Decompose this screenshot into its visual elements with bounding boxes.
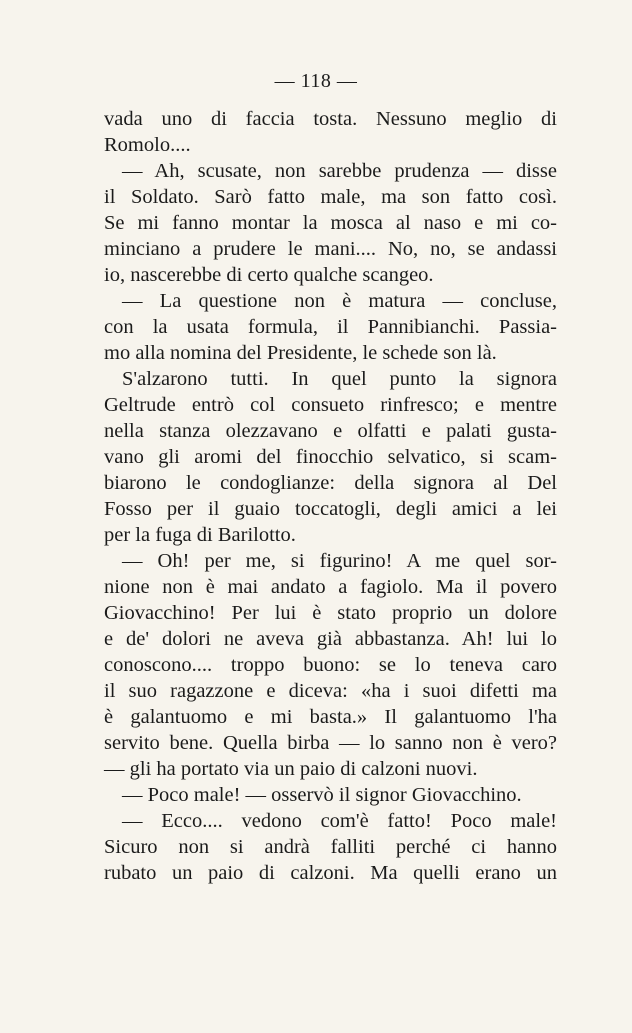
page-number: — 118 — [274,70,358,92]
text-line: — La questione non è matura — concluse, [122,290,557,312]
text-line: vano gli aromi del finocchio selvatico, si scam- [104,446,557,468]
text-line: Giovacchino! Per lui è stato proprio un dolore [104,602,557,624]
text-line: Romolo.... [104,134,191,156]
text-line: vada uno di faccia tosta. Nessuno meglio di [104,108,557,130]
text-line: mo alla nomina del Presidente, le schede son là. [104,342,497,364]
text-line: S'alzarono tutti. In quel punto la signora [122,368,557,390]
text-line: biarono le condoglianze: della signora al Del [104,472,557,494]
text-line: è galantuomo e mi basta.» Il galantuomo l'ha [104,706,557,728]
text-line: — Poco male! — osservò il signor Giovacchino. [122,784,522,806]
text-line: e de' dolori ne aveva già abbastanza. Ah! lui lo [104,628,557,650]
text-line: nione non è mai andato a fagiolo. Ma il povero [104,576,557,598]
text-line: con la usata formula, il Pannibianchi. Passia- [104,316,557,338]
text-line: il Soldato. Sarò fatto male, ma son fatto così. [104,186,557,208]
body-text [104,106,557,886]
text-line: Geltrude entrò col consueto rinfresco; e mentre [104,394,557,416]
text-line: Fosso per il guaio toccatogli, degli amici a lei [104,498,557,520]
text-line: rubato un paio di calzoni. Ma quelli erano un [104,862,557,884]
text-line: — gli ha portato via un paio di calzoni nuovi. [104,758,478,780]
text-line: conoscono.... troppo buono: se lo teneva caro [104,654,557,676]
text-line: — Ecco.... vedono com'è fatto! Poco male! [122,810,557,832]
text-line: nella stanza olezzavano e olfatti e palati gusta- [104,420,557,442]
text-line: io, nascerebbe di certo qualche scangeo. [104,264,434,286]
text-line: per la fuga di Barilotto. [104,524,296,546]
text-line: servito bene. Quella birba — lo sanno non è vero? [104,732,557,754]
text-line: Sicuro non si andrà falliti perché ci hanno [104,836,557,858]
text-line: il suo ragazzone e diceva: «ha i suoi difetti ma [104,680,557,702]
text-line: Se mi fanno montar la mosca al naso e mi co- [104,212,557,234]
text-line: — Oh! per me, si figurino! A me quel sor- [122,550,557,572]
text-line: — Ah, scusate, non sarebbe prudenza — disse [122,160,557,182]
text-line: minciano a prudere le mani.... No, no, se andassi [104,238,557,260]
